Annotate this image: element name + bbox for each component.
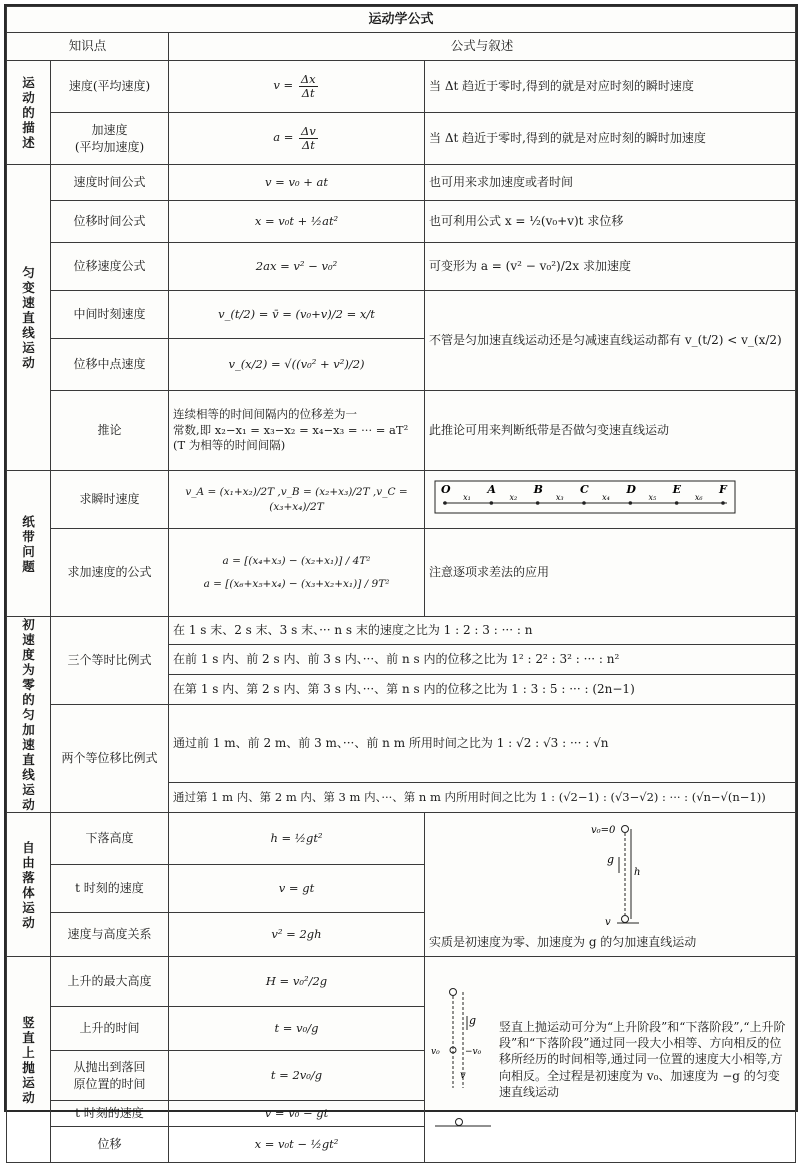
- formula-instant-velocity: v_A = (x₁+x₂)/2T ,v_B = (x₂+x₃)/2T ,v_C = (x₃+x₄)/2T: [169, 471, 425, 529]
- tape-interval-5: x₅: [648, 493, 657, 503]
- tape-interval-1: x₁: [463, 493, 471, 503]
- formula-average-acceleration: a = $\frac{\Delta v}{\Delta t}$: [169, 113, 425, 165]
- ratio-displacement-first-n: 在前 1 s 内、前 2 s 内、前 3 s 内、···、前 n s 内的位移之比为 1² : 2² : 3² : ··· : n²: [169, 645, 796, 675]
- free-fall-end-ball: [622, 916, 629, 923]
- vertical-throw-v0-label: v₀: [431, 1046, 440, 1057]
- category-free-fall: 自 由 落 体 运 动: [7, 813, 51, 957]
- free-fall-h-label: h: [634, 867, 641, 879]
- acceleration-formula-2: a = [(x₆+x₅+x₄) − (x₃+x₂+x₁)] / 9T²: [203, 577, 390, 590]
- formula-throw-velocity: v = v₀ − gt: [169, 1101, 425, 1127]
- item-velocity-height: 速度与高度关系: [51, 913, 169, 957]
- tape-label-F: F: [719, 483, 727, 497]
- category-vertical-throw: 竖 直 上 抛 运 动: [7, 957, 51, 1163]
- item-return-time: 从抛出到落回 原位置的时间: [51, 1051, 169, 1101]
- category-motion-description: 运 动 的 描 述: [7, 61, 51, 165]
- ratio-displacement-nth: 在第 1 s 内、第 2 s 内、第 3 s 内、···、第 n s 内的位移之比为 1 : 3 : 5 : ··· : (2n−1): [169, 675, 796, 705]
- tape-dot-E: [675, 502, 679, 506]
- item-throw-displacement: 位移: [51, 1127, 169, 1163]
- tape-dot-B: [536, 502, 540, 506]
- formula-return-time: t = 2v₀/g: [169, 1051, 425, 1101]
- item-average-velocity: 速度(平均速度): [51, 61, 169, 113]
- tape-diagram-cell: [425, 471, 796, 529]
- tape-dot-C: [582, 502, 586, 506]
- formula-displacement-velocity: 2ax = v² − v₀²: [169, 243, 425, 291]
- formula-max-height: H = v₀²/2g: [169, 957, 425, 1007]
- item-displacement-velocity: 位移速度公式: [51, 243, 169, 291]
- free-fall-start-ball: [622, 826, 629, 833]
- tape-label-B: B: [533, 483, 543, 497]
- ratio-velocity-end: 在 1 s 末、2 s 末、3 s 末、··· n s 末的速度之比为 1 : 2 : 3 : ··· : n: [169, 617, 796, 645]
- vertical-throw-g-label: g: [469, 1013, 477, 1027]
- category-paper-tape: 纸 带 问 题: [7, 471, 51, 617]
- vertical-throw-diagram: [429, 980, 495, 1140]
- item-throw-velocity: t 时刻的速度: [51, 1101, 169, 1127]
- desc-corollary: 此推论可用来判断纸带是否做匀变速直线运动: [425, 391, 796, 471]
- item-mid-position-velocity: 位移中点速度: [51, 339, 169, 391]
- category-zero-initial-velocity: 初 速 度 为 零 的 匀 加 速 直 线 运 动: [7, 617, 51, 813]
- desc-velocity-time: 也可用来求加速度或者时间: [425, 165, 796, 201]
- tape-dot-D: [629, 502, 633, 506]
- tape-label-C: C: [580, 483, 589, 497]
- tape-dot-F: [721, 502, 725, 506]
- item-average-acceleration: 加速度 (平均加速度): [51, 113, 169, 165]
- formula-sheet: [4, 4, 798, 1152]
- item-velocity-time: 速度时间公式: [51, 165, 169, 201]
- desc-acceleration-formula: 注意逐项求差法的应用: [425, 529, 796, 617]
- formula-fall-velocity: v = gt: [169, 865, 425, 913]
- formula-corollary: [169, 391, 425, 471]
- header-knowledge: 知识点: [7, 33, 169, 61]
- vertical-throw-top-ball: [450, 988, 457, 995]
- free-fall-desc-cell: [425, 813, 796, 957]
- tape-interval-2: x₂: [509, 493, 518, 503]
- desc-mid-velocity-compare: 不管是匀加速直线运动还是匀减速直线运动都有 v_(t/2) < v_(x/2): [425, 291, 796, 391]
- tape-label-D: D: [626, 483, 636, 497]
- free-fall-diagram: [429, 819, 741, 929]
- tape-label-O: O: [441, 483, 451, 497]
- desc-vertical-throw: 竖直上抛运动可分为“上升阶段”和“下落阶段”,“上升阶段”和“下落阶段”通过同一段大小相等、方向相反的位移所经历的时间相等,通过同一位置的速度大小相等,方向相反。全过程是初速度为 v₀、加速度为 −g 的匀变速直线运动: [499, 1020, 786, 1099]
- formula-mid-position-velocity: v_(x/2) = √((v₀² + v²)/2): [169, 339, 425, 391]
- tape-interval-3: x₃: [555, 493, 564, 503]
- tape-interval-4: x₄: [602, 493, 610, 503]
- free-fall-v-label: v: [605, 917, 611, 929]
- formula-average-velocity: v = $\frac{\Delta x}{\Delta t}$: [169, 61, 425, 113]
- formula-displacement-time: x = v₀t + ½at²: [169, 201, 425, 243]
- item-mid-time-velocity: 中间时刻速度: [51, 291, 169, 339]
- tape-dot-A: [490, 502, 494, 506]
- vertical-throw-desc-cell: [425, 957, 796, 1163]
- kinematics-formula-table: [6, 6, 796, 1163]
- formula-throw-displacement: x = v₀t − ½gt²: [169, 1127, 425, 1163]
- tape-label-A: A: [487, 483, 496, 497]
- vertical-throw-minus-v0-label: −v₀: [465, 1046, 482, 1057]
- free-fall-v0-label: v₀=0: [591, 825, 616, 837]
- vertical-throw-ground-ball: [456, 1118, 463, 1125]
- item-equal-time-ratios: 三个等时比例式: [51, 617, 169, 705]
- formula-acceleration: [169, 529, 425, 617]
- formula-rise-time: t = v₀/g: [169, 1007, 425, 1051]
- item-fall-height: 下落高度: [51, 813, 169, 865]
- desc-displacement-time: 也可利用公式 x = ½(v₀+v)t 求位移: [425, 201, 796, 243]
- header-formula: 公式与叙述: [169, 33, 796, 61]
- tape-label-E: E: [672, 483, 682, 497]
- category-uniform-acceleration: 匀 变 速 直 线 运 动: [7, 165, 51, 471]
- formula-fall-height: h = ½gt²: [169, 813, 425, 865]
- item-max-height: 上升的最大高度: [51, 957, 169, 1007]
- item-corollary: 推论: [51, 391, 169, 471]
- item-instant-velocity: 求瞬时速度: [51, 471, 169, 529]
- formula-mid-time-velocity: v_(t/2) = v̄ = (v₀+v)/2 = x/t: [169, 291, 425, 339]
- item-displacement-time: 位移时间公式: [51, 201, 169, 243]
- item-fall-velocity: t 时刻的速度: [51, 865, 169, 913]
- formula-velocity-time: v = v₀ + at: [169, 165, 425, 201]
- desc-average-velocity: 当 Δt 趋近于零时,得到的就是对应时刻的瞬时速度: [425, 61, 796, 113]
- tape-interval-6: x₆: [694, 493, 703, 503]
- desc-free-fall: 实质是初速度为零、加速度为 g 的匀加速直线运动: [429, 934, 697, 949]
- tape-dot-O: [443, 502, 447, 506]
- table-title: 运动学公式: [7, 7, 796, 33]
- item-acceleration-formula: 求加速度的公式: [51, 529, 169, 617]
- ratio-time-first-n-m: 通过前 1 m、前 2 m、前 3 m、···、前 n m 所用时间之比为 1 : √2 : √3 : ··· : √n: [169, 705, 796, 783]
- acceleration-formula-1: a = [(x₄+x₃) − (x₂+x₁)] / 4T²: [222, 555, 371, 568]
- item-rise-time: 上升的时间: [51, 1007, 169, 1051]
- ratio-time-nth-m: 通过第 1 m 内、第 2 m 内、第 3 m 内、···、第 n m 内所用时间之比为 1 : (√2−1) : (√3−√2) : ··· : (√n−√(n−1)): [169, 783, 796, 813]
- paper-tape-diagram: [429, 477, 741, 517]
- corollary-line-1: 连续相等的时间间隔内的位移差为一: [173, 407, 357, 422]
- desc-displacement-velocity: 可变形为 a = (v² − v₀²)/2x 求加速度: [425, 243, 796, 291]
- item-equal-displacement-ratios: 两个等位移比例式: [51, 705, 169, 813]
- free-fall-g-label: g: [607, 853, 615, 867]
- desc-average-acceleration: 当 Δt 趋近于零时,得到的就是对应时刻的瞬时加速度: [425, 113, 796, 165]
- formula-velocity-height: v² = 2gh: [169, 913, 425, 957]
- vertical-throw-v-label: v: [460, 1069, 466, 1081]
- corollary-line-3: (T 为相等的时间间隔): [173, 438, 286, 453]
- corollary-line-2: 常数,即 x₂−x₁ = x₃−x₂ = x₄−x₃ = ··· = aT²: [173, 422, 409, 437]
